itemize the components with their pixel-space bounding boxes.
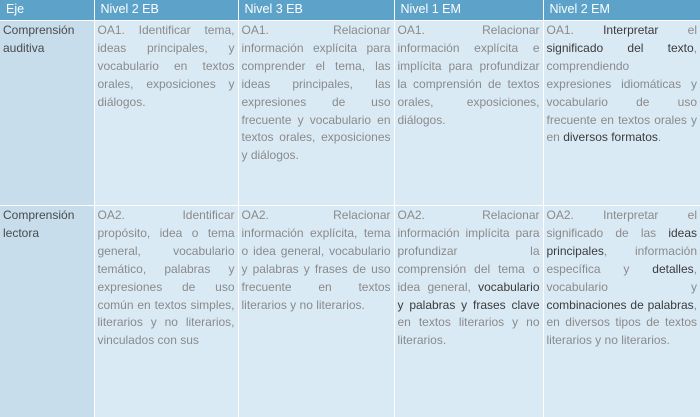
- objective-text: OA2. Relacionar información implícita para profundizar la comprensión del tema o idea general,: [397, 208, 540, 294]
- highlighted-text: diversos formatos: [563, 130, 658, 145]
- highlighted-text: detalles: [652, 261, 694, 276]
- header-nivel-1-em: Nivel 1 EM: [394, 0, 543, 21]
- highlighted-text: significado del texto: [546, 40, 694, 55]
- axis-cell: Comprensión auditiva: [0, 21, 94, 206]
- objective-text: OA2. Identificar propósito, idea o tema general, vocabulario temático, palabras y expresiones de uso común en textos simples, literarios y no literarios, vinculados con sus: [97, 208, 235, 348]
- objective-text: OA1.: [546, 23, 604, 37]
- objective-text: OA1. Relacionar información explícita e implícita para profundizar la comprensión de textos orales, exposiciones, diálogos.: [397, 23, 540, 127]
- header-nivel-2-eb: Nivel 2 EB: [94, 0, 238, 21]
- objective-text: en textos literarios y no literarios.: [397, 315, 540, 348]
- table-row-comprension-auditiva: [0, 21, 700, 206]
- objective-cell: [238, 21, 394, 206]
- objective-text: , información específica y: [546, 243, 697, 276]
- objective-text: OA1. Identificar tema, ideas principales, y vocabulario en textos orales, exposiciones y diálogos.: [97, 23, 235, 109]
- table-row-comprension-lectora: [0, 206, 700, 417]
- header-row: [0, 0, 700, 21]
- objective-text: .: [657, 130, 662, 145]
- highlighted-text: ideas principales: [546, 225, 697, 258]
- objective-cell: [94, 21, 238, 206]
- objective-text: OA2. Interpretar el significado de las: [546, 208, 697, 240]
- objective-cell: [543, 21, 700, 206]
- highlighted-text: vocabulario y palabras y frases clave: [397, 279, 540, 312]
- header-eje: Eje: [0, 0, 94, 21]
- objective-cell: [394, 21, 543, 206]
- objective-text: , comprendiendo expresiones idiomáticas y vocabulario de uso frecuente en textos orales y en: [546, 40, 697, 145]
- objective-cell: [94, 206, 238, 417]
- header-nivel-3-eb: Nivel 3 EB: [238, 0, 394, 21]
- objective-cell: [238, 206, 394, 417]
- highlighted-text: combinaciones de palabras: [546, 297, 694, 312]
- objective-cell: [543, 206, 700, 417]
- objective-text: OA2. Relacionar información explícita, tema o idea general, vocabulario y palabras y frases de uso frecuente en textos literarios y no literarios.: [241, 208, 391, 312]
- header-nivel-2-em: Nivel 2 EM: [543, 0, 700, 21]
- objective-cell: [394, 206, 543, 417]
- objective-text: , en diversos tipos de textos literarios y no literarios.: [546, 297, 697, 348]
- objective-text: el: [658, 23, 697, 37]
- highlighted-text: Interpretar: [603, 23, 659, 37]
- objective-text: OA1. Relacionar información explícita para comprender el tema, las ideas principales, las expresiones de uso frecuente y vocabulario en textos orales, exposiciones y diálogos.: [241, 23, 391, 163]
- axis-cell: Comprensión lectora: [0, 206, 94, 417]
- objective-text: , vocabulario y: [546, 261, 697, 294]
